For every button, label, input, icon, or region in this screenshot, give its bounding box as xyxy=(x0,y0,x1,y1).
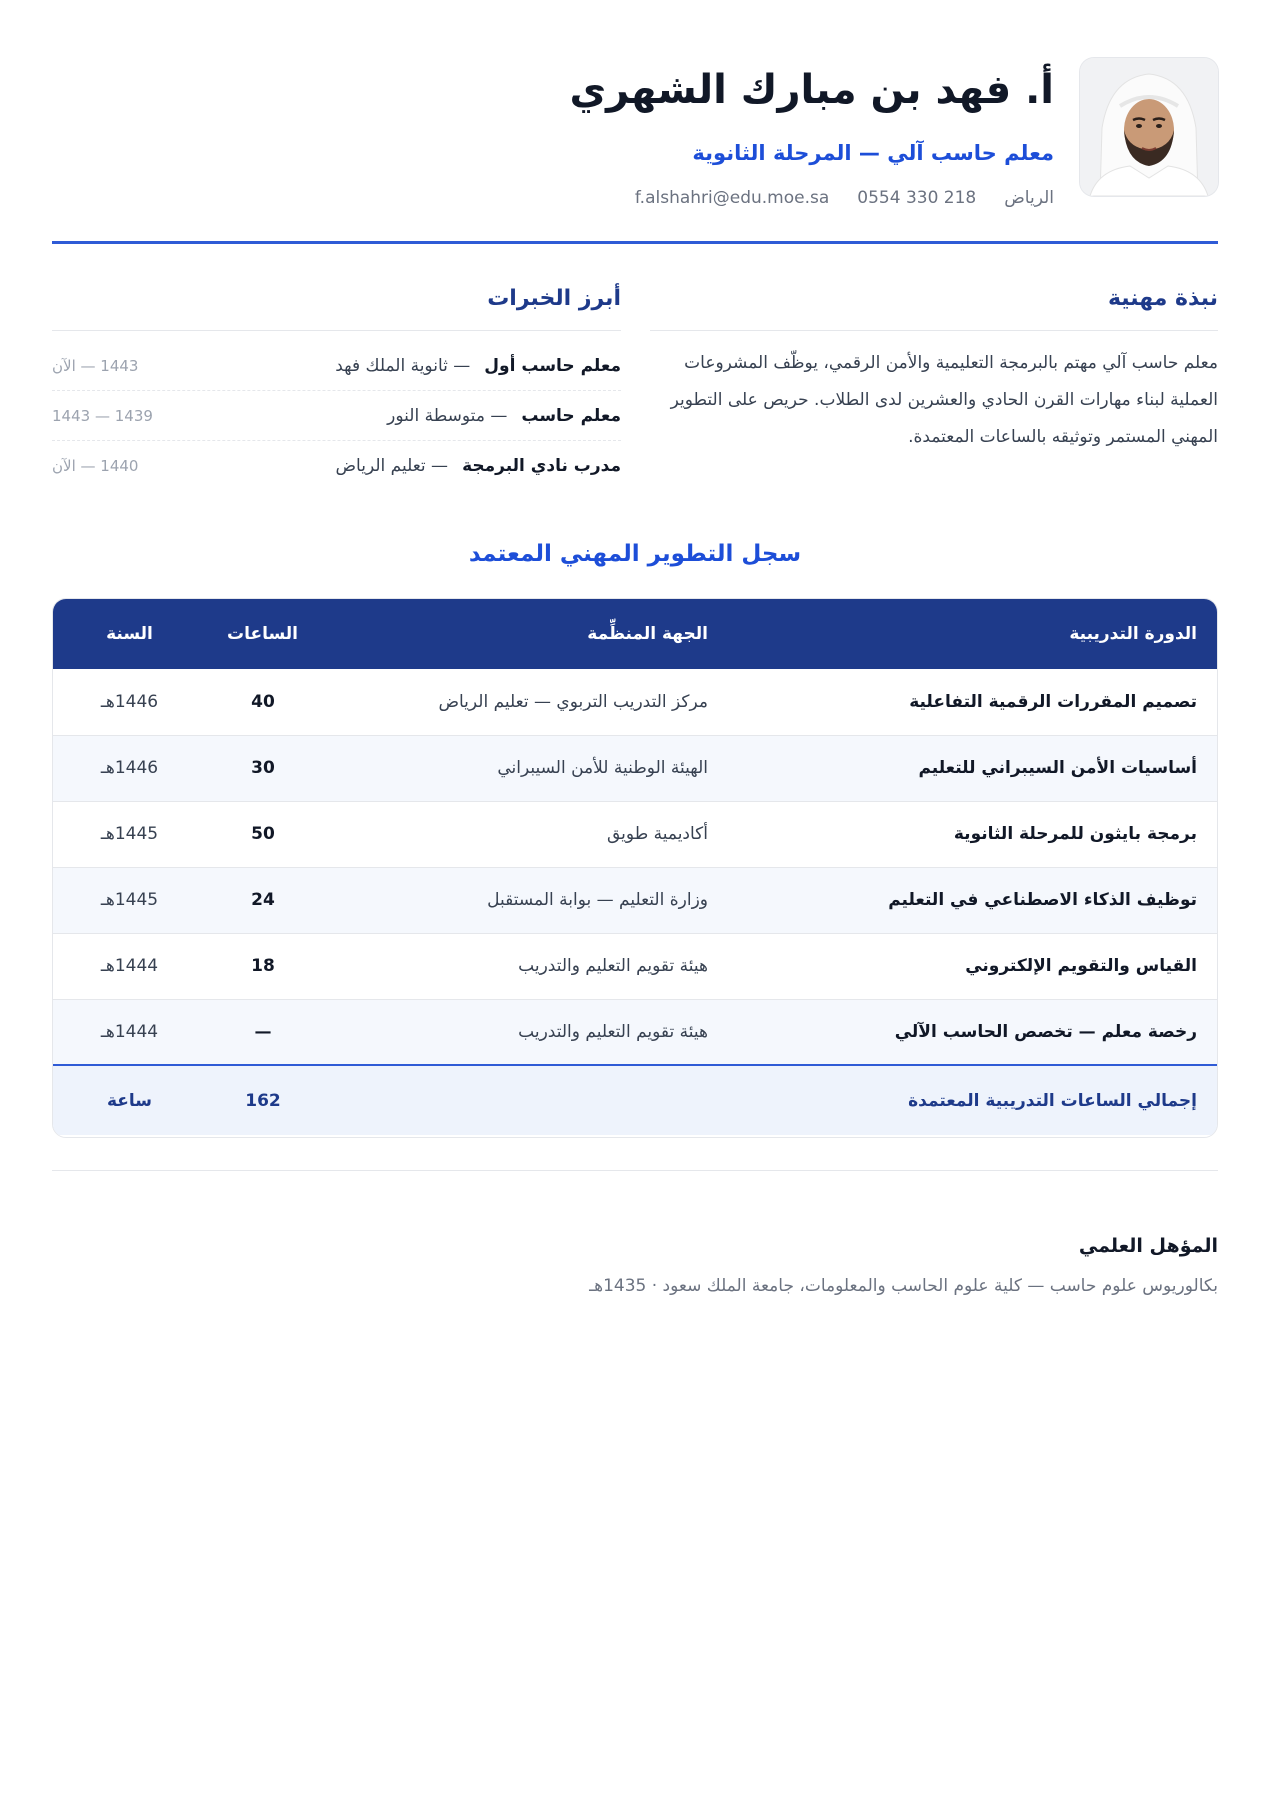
course-name: أساسيات الأمن السيبراني للتعليم xyxy=(918,758,1197,778)
header-divider xyxy=(52,241,1218,244)
experience-years: 1440 — الآن xyxy=(52,457,139,475)
profile-photo xyxy=(1080,58,1218,196)
table-row xyxy=(52,933,1217,999)
contact-info xyxy=(52,188,1054,208)
person-avatar-icon xyxy=(1080,58,1218,196)
pd-section-title: سجل التطوير المهني المعتمد xyxy=(468,541,802,567)
course-hours: 18 xyxy=(251,956,275,976)
course-year: 1444هـ xyxy=(100,1021,159,1042)
section-divider xyxy=(52,1170,1218,1171)
cv-header xyxy=(52,58,1218,238)
course-name: القياس والتقويم الإلكتروني xyxy=(965,956,1197,976)
course-org: الهيئة الوطنية للأمن السيبراني xyxy=(497,758,708,778)
table-row xyxy=(52,735,1217,801)
experience-years: 1439 — 1443 xyxy=(52,406,153,425)
experience-role: معلم حاسب xyxy=(521,405,621,426)
contact-city: الرياض xyxy=(1004,188,1054,208)
experience-org: — متوسطة النور xyxy=(387,405,508,426)
course-year: 1446هـ xyxy=(100,691,159,712)
course-org: هيئة تقويم التعليم والتدريب xyxy=(518,1021,708,1042)
course-hours: — xyxy=(254,1021,272,1042)
experience-section xyxy=(52,282,621,491)
experience-item xyxy=(52,341,621,391)
experience-org: — ثانوية الملك فهد xyxy=(335,355,471,376)
course-year: 1446هـ xyxy=(100,758,159,778)
course-hours: 30 xyxy=(251,758,275,778)
education-section xyxy=(52,1230,1218,1300)
pd-table xyxy=(52,599,1217,1135)
course-org: مركز التدريب التربوي — تعليم الرياض xyxy=(438,691,708,712)
experience-title: أبرز الخبرات xyxy=(52,282,621,331)
summary-text: معلم حاسب آلي مهتم بالبرمجة التعليمية والأمن الرقمي، يوظّف المشروعات العملية لبناء مهارات القرن الحادي والعشرين لدى الطلاب. حريص على التطوير المهني المستمر وتوثيقه بالساعات المعتمدة. xyxy=(670,353,1218,447)
course-org: أكاديمية طويق xyxy=(607,824,708,844)
course-year: 1445هـ xyxy=(100,890,159,910)
header-text xyxy=(52,58,1054,208)
header-year: السنة xyxy=(106,624,153,644)
course-name: تصميم المقررات الرقمية التفاعلية xyxy=(909,691,1197,712)
contact-email: f.alshahri@edu.moe.sa xyxy=(634,188,830,208)
table-row xyxy=(52,999,1217,1065)
header-course: الدورة التدريبية xyxy=(1069,624,1197,644)
experience-list xyxy=(52,341,621,491)
course-name: توظيف الذكاء الاصطناعي في التعليم xyxy=(888,890,1197,910)
course-org: وزارة التعليم — بوابة المستقبل xyxy=(487,890,708,910)
education-text: بكالوريوس علوم حاسب — كلية علوم الحاسب والمعلومات، جامعة الملك سعود · 1435هـ xyxy=(589,1276,1218,1296)
table-row xyxy=(52,669,1217,735)
header-org: الجهة المنظِّمة xyxy=(587,624,708,644)
experience-org: — تعليم الرياض xyxy=(335,456,449,476)
course-hours: 50 xyxy=(251,824,275,844)
pd-table-container xyxy=(52,598,1218,1138)
person-role: معلم حاسب آلي — المرحلة الثانوية xyxy=(692,141,1054,165)
course-name: برمجة بايثون للمرحلة الثانوية xyxy=(953,824,1197,844)
experience-years: 1443 — الآن xyxy=(52,356,139,375)
table-header-row xyxy=(52,599,1217,669)
course-year: 1445هـ xyxy=(100,824,159,844)
experience-item xyxy=(52,391,621,441)
course-org: هيئة تقويم التعليم والتدريب xyxy=(518,956,708,976)
summary-section xyxy=(650,282,1218,456)
table-total-row xyxy=(52,1065,1217,1135)
experience-role: مدرب نادي البرمجة xyxy=(462,456,621,476)
contact-phone: 0554 330 218 xyxy=(857,188,977,208)
total-label: إجمالي الساعات التدريبية المعتمدة xyxy=(908,1090,1197,1111)
course-name: رخصة معلم — تخصص الحاسب الآلي xyxy=(894,1021,1197,1042)
summary-title: نبذة مهنية xyxy=(650,282,1218,331)
table-row xyxy=(52,867,1217,933)
header-hours: الساعات xyxy=(227,624,298,644)
course-hours: 40 xyxy=(251,691,275,712)
course-hours: 24 xyxy=(251,890,275,910)
total-hours: 162 xyxy=(245,1090,281,1111)
education-title: المؤهل العلمي xyxy=(1078,1235,1218,1257)
course-year: 1444هـ xyxy=(100,956,159,976)
experience-role: معلم حاسب أول xyxy=(484,355,621,376)
table-row xyxy=(52,801,1217,867)
total-unit: ساعة xyxy=(106,1090,153,1111)
experience-item xyxy=(52,441,621,491)
person-name: أ. فهد بن مبارك الشهري xyxy=(569,67,1054,113)
